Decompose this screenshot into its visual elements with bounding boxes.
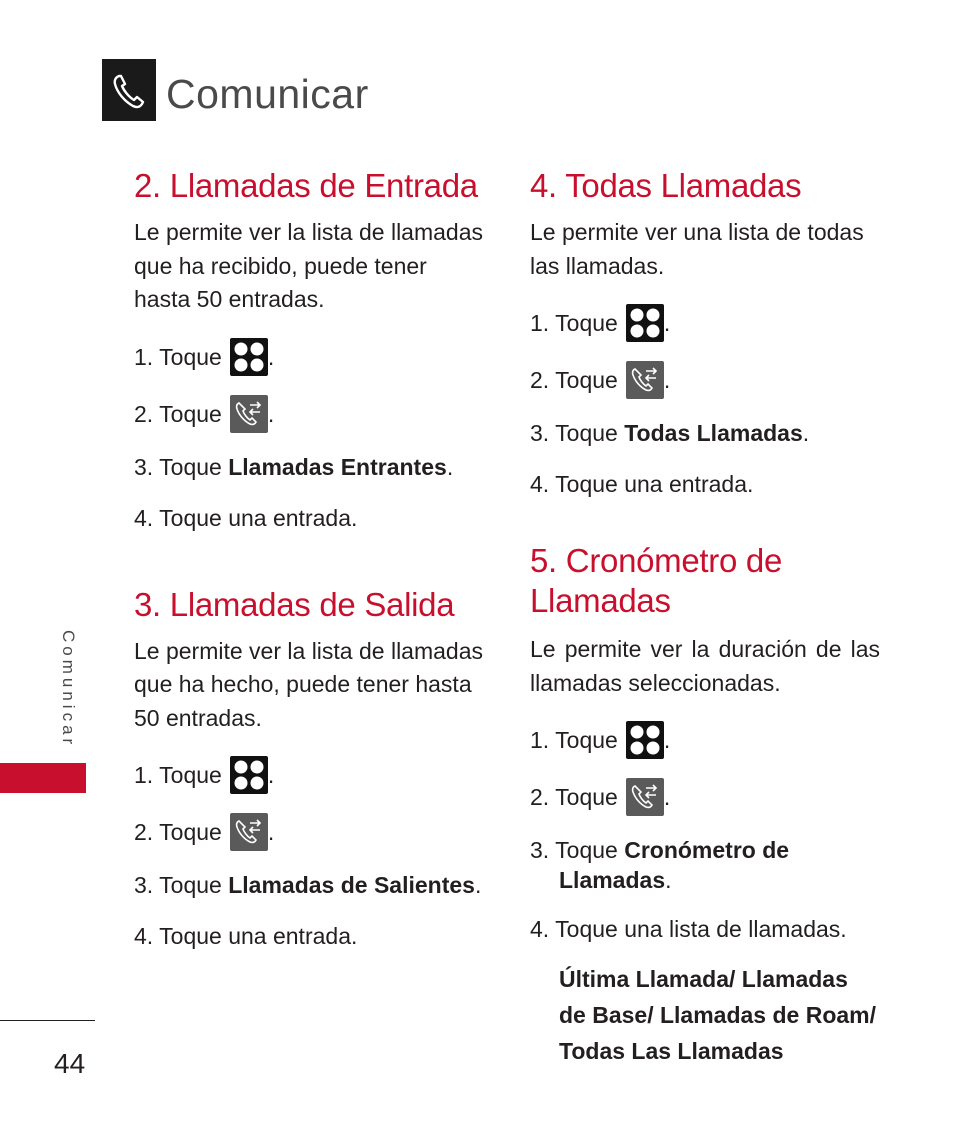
footer-rule: [0, 1020, 95, 1021]
menu-grid-icon: [230, 338, 268, 376]
call-log-icon: [626, 778, 664, 816]
right-column: [530, 166, 880, 1069]
side-tab-marker: [0, 763, 86, 793]
step-4: 4. Toque una entrada.: [134, 923, 358, 949]
step-3: 3. Toque Llamadas Entrantes .: [134, 453, 454, 480]
menu-grid-icon: [230, 756, 268, 794]
step-2: 2. Toque .: [134, 813, 484, 851]
step-3: 3. Toque Llamadas de Salientes .: [134, 872, 482, 898]
section-desc-entrada: Le permite ver la lista de llamadas que ha recibido, puede tener hasta 50 entradas.: [134, 219, 483, 312]
step-2: 2. Toque .: [134, 395, 484, 433]
menu-grid-icon: [626, 721, 664, 759]
step-2: 2. Toque .: [530, 778, 880, 816]
side-tab-label: Comunicar: [59, 630, 78, 749]
call-log-icon: [626, 361, 664, 399]
call-type-options: Última Llamada/ Llamadas de Base/ Llamadas de Roam/ Todas Las Llamadas: [559, 966, 877, 1064]
page-title: Comunicar: [166, 71, 369, 117]
section-desc-todas: Le permite ver una lista de todas las llamadas.: [530, 219, 864, 279]
step-4: 4. Toque una lista de llamadas.: [530, 916, 847, 942]
step-1: 1. Toque .: [530, 304, 880, 342]
page-number: 44: [54, 1048, 86, 1079]
step-3: 3. Toque Cronómetro de Llamadas.: [530, 837, 790, 893]
menu-grid-icon: [626, 304, 664, 342]
step-2: 2. Toque .: [530, 361, 880, 399]
step-1: 1. Toque .: [134, 756, 484, 794]
section-title-salida: 3. Llamadas de Salida: [134, 585, 455, 623]
section-title-todas: 4. Todas Llamadas: [530, 167, 802, 204]
section-desc-cronometro: Le permite ver la duración de las llamadas seleccionadas.: [530, 636, 880, 696]
call-log-icon: [230, 813, 268, 851]
section-title-cronometro: 5. Cronómetro de Llamadas: [530, 542, 782, 619]
left-column: [134, 166, 484, 951]
section-desc-salida: Le permite ver la lista de llamadas que ha hecho, puede tener hasta 50 entradas.: [134, 637, 483, 731]
step-3: 3. Toque Todas Llamadas .: [530, 420, 810, 446]
step-1: 1. Toque .: [134, 338, 484, 376]
step-4: 4. Toque una entrada.: [530, 471, 754, 497]
step-1: 1. Toque .: [530, 721, 880, 759]
section-title-entrada: 2. Llamadas de Entrada: [134, 167, 478, 204]
call-log-icon: [230, 395, 268, 433]
step-4: 4. Toque una entrada.: [134, 504, 358, 531]
phone-icon: [102, 59, 156, 121]
